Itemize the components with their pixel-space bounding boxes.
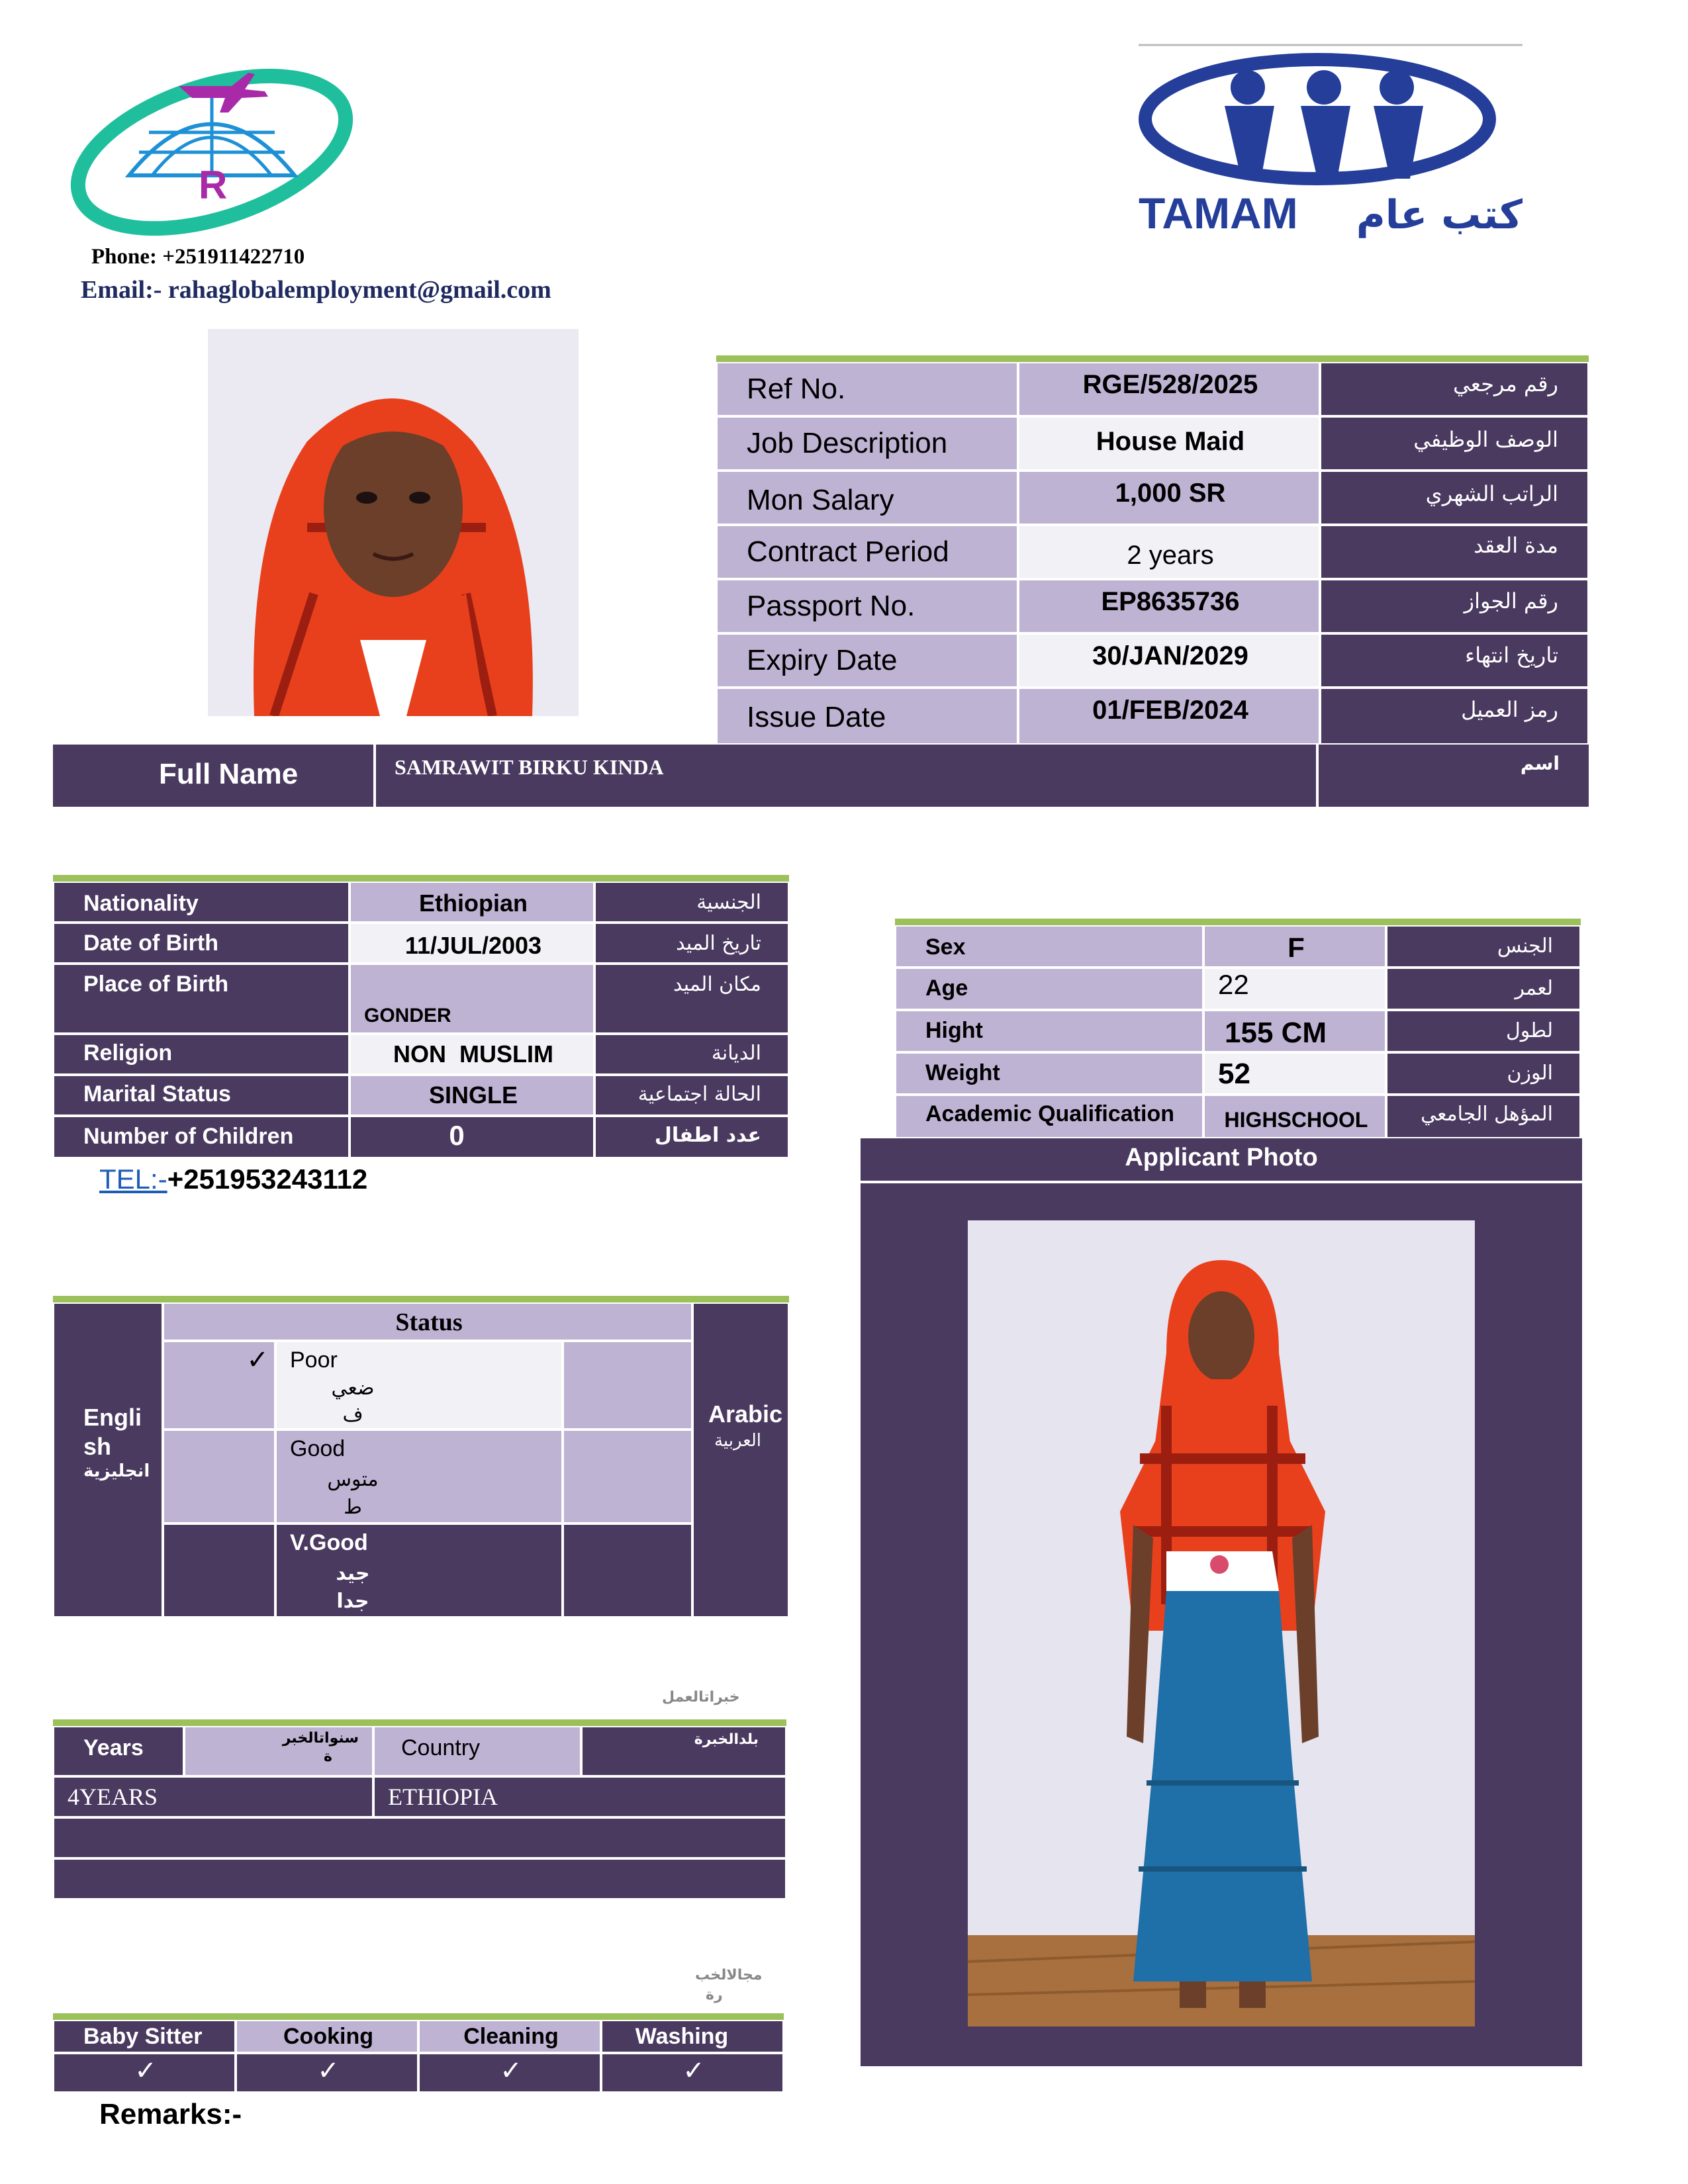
job-label-cell (716, 362, 1018, 416)
check-mark-icon: ✓ (682, 2056, 705, 2086)
personal-label-cell (53, 1034, 350, 1075)
raha-logo (66, 60, 357, 238)
job-arabic-cell (1320, 688, 1589, 745)
country-label: Country (401, 1735, 481, 1760)
skill-check-cell[interactable] (418, 2053, 601, 2093)
personal-value-cell (350, 1075, 594, 1116)
job-arabic-cell (1320, 579, 1589, 633)
logo-letter: R (199, 163, 228, 207)
physical-label-cell (895, 1095, 1203, 1138)
portrait-photo (208, 329, 579, 716)
personal-arabic-cell (594, 882, 789, 923)
personal-arabic-cell (594, 1034, 789, 1075)
physical-value-cell (1203, 968, 1386, 1010)
full-name-arabic: اسم (1520, 752, 1560, 774)
job-label: Mon Salary (747, 484, 894, 516)
personal-arabic-cell (594, 1116, 789, 1158)
level-en: Poor (290, 1347, 338, 1373)
country-arabic-cell (581, 1726, 786, 1776)
physical-value-cell (1203, 1052, 1386, 1095)
personal-label-cell (53, 1075, 350, 1116)
personal-label: Marital Status (83, 1081, 231, 1107)
physical-arabic-cell (1386, 1010, 1581, 1052)
years-value: 4YEARS (68, 1784, 158, 1810)
level-ar1: متوس (327, 1468, 379, 1491)
personal-label: Date of Birth (83, 931, 218, 956)
physical-value: F (1288, 932, 1305, 963)
job-label: Ref No. (747, 373, 846, 405)
skill-label: Cooking (283, 2024, 373, 2049)
full-name-label: Full Name (159, 758, 299, 790)
full-name-value: SAMRAWIT BIRKU KINDA (395, 755, 664, 779)
physical-arabic-cell (1386, 925, 1581, 968)
experience-section-arabic: خبراتالعمل (662, 1689, 740, 1706)
personal-arabic: عدد اطفال (654, 1124, 761, 1147)
personal-arabic: مكان الميد (673, 973, 761, 996)
english-label: Engli sh (83, 1404, 142, 1460)
job-arabic-cell (1320, 471, 1589, 525)
level-en: V.Good (290, 1530, 368, 1555)
job-arabic: الوصف الوظيفي (1413, 427, 1558, 452)
level-en: Good (290, 1436, 346, 1461)
header-phone: Phone: +251911422710 (91, 245, 305, 269)
check-cell[interactable] (163, 1341, 275, 1430)
physical-value-cell (1203, 1010, 1386, 1052)
status-header-cell (163, 1302, 692, 1341)
physical-value: 155 CM (1225, 1017, 1327, 1049)
job-table-topbar (716, 355, 1589, 362)
level-cell (275, 1524, 563, 1617)
personal-value-cell (350, 1116, 594, 1158)
personal-arabic: تاريخ الميد (676, 932, 761, 955)
job-arabic: رمز العميل (1461, 697, 1558, 722)
country-label-cell (373, 1726, 581, 1776)
personal-value-cell (350, 882, 594, 923)
physical-value: 22 (1218, 969, 1249, 1000)
job-value-cell (1018, 688, 1320, 745)
physical-label: Hight (925, 1018, 983, 1043)
personal-value: GONDER (364, 1005, 451, 1026)
physical-arabic: المؤهل الجامعي (1421, 1103, 1553, 1126)
experience-table-topbar (53, 1719, 786, 1726)
check-cell[interactable] (163, 1524, 275, 1617)
physical-value: HIGHSCHOOL (1224, 1108, 1368, 1132)
tamam-logo (1132, 40, 1529, 238)
check-mark-icon: ✓ (317, 2056, 340, 2086)
personal-label: Place of Birth (83, 972, 229, 997)
physical-label: Age (925, 976, 968, 1001)
personal-table (53, 882, 789, 1158)
job-value-cell (1018, 525, 1320, 579)
job-value: 1,000 SR (1115, 478, 1226, 508)
personal-arabic: الحالة اجتماعية (637, 1083, 761, 1106)
tel-number: +251953243112 (167, 1163, 368, 1195)
job-arabic-cell (1320, 525, 1589, 579)
years-arabic2: ة (324, 1749, 332, 1765)
level-cell (275, 1341, 563, 1430)
physical-arabic-cell (1386, 1095, 1581, 1138)
physical-label-cell (895, 1052, 1203, 1095)
level-ar2: ط (344, 1496, 362, 1519)
job-label: Issue Date (747, 701, 886, 733)
job-value-cell (1018, 362, 1320, 416)
experience-table (53, 1726, 786, 1899)
country-arabic: بلدالخبرة (694, 1731, 759, 1748)
personal-arabic-cell (594, 964, 789, 1034)
remarks-label: Remarks:- (99, 2098, 242, 2130)
check-mark-icon: ✓ (134, 2056, 157, 2086)
years-label-cell (53, 1726, 184, 1776)
skills-section-arabic2: رة (706, 1987, 723, 2003)
personal-label-cell (53, 923, 350, 964)
job-label: Expiry Date (747, 644, 898, 676)
job-arabic-cell (1320, 416, 1589, 471)
experience-empty-row (53, 1858, 786, 1899)
job-label-cell (716, 416, 1018, 471)
physical-label-cell (895, 925, 1203, 968)
header-email[interactable]: Email:- rahaglobalemployment@gmail.com (81, 276, 551, 304)
skill-header-cell (236, 2020, 418, 2053)
job-value: RGE/528/2025 (1082, 370, 1258, 399)
personal-value: SINGLE (428, 1081, 518, 1109)
job-value: 01/FEB/2024 (1092, 696, 1248, 725)
personal-value: NON MUSLIM (393, 1040, 553, 1068)
divider (1316, 745, 1319, 807)
skills-table (53, 2020, 784, 2093)
job-label-cell (716, 688, 1018, 745)
job-arabic-cell (1320, 633, 1589, 688)
tel-line (99, 1163, 367, 1195)
skills-table-topbar (53, 2013, 784, 2020)
full-body-photo (968, 1220, 1475, 2026)
physical-arabic: الوزن (1507, 1062, 1553, 1085)
years-arabic-cell (184, 1726, 373, 1776)
job-label-cell (716, 525, 1018, 579)
job-label: Contract Period (747, 535, 949, 568)
tamam-text: TAMAM (1139, 189, 1298, 238)
level-ar2: ف (342, 1403, 363, 1426)
personal-value: 0 (449, 1120, 465, 1151)
personal-label-cell (53, 1116, 350, 1158)
skill-check-cell[interactable] (601, 2053, 784, 2093)
job-value-cell (1018, 579, 1320, 633)
job-arabic: رقم مرجعي (1453, 371, 1558, 396)
personal-value: 11/JUL/2003 (404, 932, 542, 959)
job-arabic: مدة العقد (1474, 533, 1558, 558)
job-label: Passport No. (747, 590, 915, 622)
years-value-cell (53, 1776, 373, 1817)
skill-label: Baby Sitter (83, 2024, 203, 2049)
physical-arabic: الجنس (1497, 934, 1553, 958)
arabic-check-cell[interactable] (563, 1430, 692, 1524)
job-label-cell (716, 633, 1018, 688)
arabic-cell (692, 1302, 789, 1617)
personal-table-topbar (53, 875, 789, 882)
job-value-cell (1018, 416, 1320, 471)
job-value: 30/JAN/2029 (1092, 641, 1248, 670)
skill-header-cell (601, 2020, 784, 2053)
tamam-arabic: كتب عام (1356, 192, 1523, 238)
level-ar1: جيد (336, 1562, 370, 1585)
job-value: EP8635736 (1101, 587, 1240, 616)
physical-arabic-cell (1386, 968, 1581, 1010)
physical-label-cell (895, 1010, 1203, 1052)
physical-value: 52 (1218, 1058, 1250, 1090)
physical-label-cell (895, 968, 1203, 1010)
job-value: House Maid (1096, 427, 1245, 456)
job-value-cell (1018, 471, 1320, 525)
country-value: ETHIOPIA (388, 1784, 498, 1810)
physical-arabic: لطول (1505, 1019, 1553, 1042)
job-arabic: تاريخ انتهاء (1465, 643, 1558, 668)
skill-check-cell[interactable] (53, 2053, 236, 2093)
physical-value-cell (1203, 925, 1386, 968)
personal-label-cell (53, 882, 350, 923)
language-table-topbar (53, 1296, 789, 1302)
job-arabic: رقم الجواز (1464, 588, 1558, 614)
job-arabic-cell (1320, 362, 1589, 416)
physical-label: Weight (925, 1060, 1000, 1085)
job-table (716, 362, 1589, 745)
skill-check-cell[interactable] (236, 2053, 418, 2093)
arabic-check-cell[interactable] (563, 1524, 692, 1617)
job-label-cell (716, 579, 1018, 633)
personal-value-cell (350, 923, 594, 964)
arabic-check-cell[interactable] (563, 1341, 692, 1430)
experience-empty-row (53, 1817, 786, 1858)
country-value-cell (373, 1776, 786, 1817)
personal-value-cell (350, 1034, 594, 1075)
skill-header-cell (53, 2020, 236, 2053)
physical-label: Academic Qualification (925, 1101, 1174, 1126)
level-ar1: ضعي (331, 1377, 375, 1400)
personal-arabic-cell (594, 1075, 789, 1116)
physical-value-cell (1203, 1095, 1386, 1138)
job-arabic: الراتب الشهري (1425, 481, 1558, 506)
status-header: Status (395, 1308, 463, 1336)
check-mark-icon: ✓ (246, 1345, 269, 1375)
personal-value-cell (350, 964, 594, 1034)
personal-label-cell (53, 964, 350, 1034)
job-label: Job Description (747, 427, 948, 459)
years-arabic1: سنواتالخبر (282, 1730, 359, 1747)
divider (373, 745, 376, 807)
job-value: 2 years (1127, 541, 1214, 570)
language-table (53, 1302, 789, 1617)
personal-label: Nationality (83, 891, 199, 916)
arabic-arabic: العربية (714, 1431, 761, 1451)
personal-label: Religion (83, 1040, 173, 1066)
check-mark-icon: ✓ (500, 2056, 522, 2086)
personal-value: Ethiopian (419, 889, 528, 917)
skill-label: Washing (635, 2024, 729, 2049)
personal-arabic: الديانة (711, 1042, 761, 1065)
english-arabic: انجليزية (83, 1461, 150, 1481)
tel-link[interactable]: TEL:- (99, 1163, 167, 1195)
skills-section-arabic1: مجالالخب (695, 1967, 763, 1983)
physical-arabic: لعمر (1515, 977, 1553, 1000)
level-cell (275, 1430, 563, 1524)
level-ar2: جدا (336, 1590, 369, 1613)
check-cell[interactable] (163, 1430, 275, 1524)
physical-label: Sex (925, 934, 966, 960)
skill-label: Cleaning (463, 2024, 559, 2049)
english-cell (53, 1302, 163, 1617)
years-label: Years (83, 1735, 144, 1760)
divider (861, 1181, 1582, 1183)
physical-table-topbar (895, 919, 1581, 925)
personal-arabic-cell (594, 923, 789, 964)
full-name-row (53, 745, 1589, 807)
job-value-cell (1018, 633, 1320, 688)
job-label-cell (716, 471, 1018, 525)
physical-arabic-cell (1386, 1052, 1581, 1095)
personal-label: Number of Children (83, 1124, 294, 1149)
skill-header-cell (418, 2020, 601, 2053)
arabic-label: Arabic (708, 1400, 782, 1428)
applicant-photo-label: Applicant Photo (1125, 1144, 1318, 1171)
personal-arabic: الجنسية (696, 891, 761, 914)
physical-table (895, 925, 1581, 1138)
applicant-photo-panel (861, 1138, 1582, 2066)
